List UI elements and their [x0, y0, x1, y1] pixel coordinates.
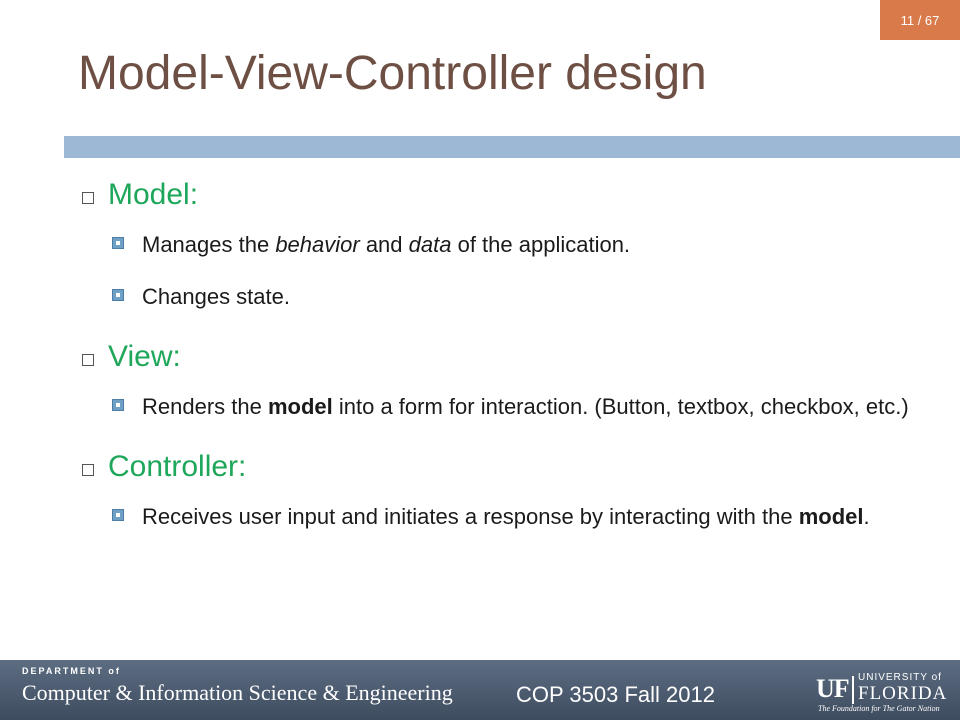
department-name: Computer & Information Science & Engineering	[22, 680, 453, 705]
hollow-square-bullet-icon	[82, 192, 94, 204]
uf-logo-divider	[852, 676, 854, 704]
hollow-square-bullet-icon	[82, 354, 94, 366]
uf-logo-university: UNIVERSITY of	[858, 672, 942, 683]
slide-title: Model-View-Controller design	[78, 47, 707, 100]
section-heading	[70, 442, 930, 500]
section-label: Model:	[108, 178, 199, 211]
uf-logo-mark: UF	[816, 674, 849, 703]
square-bullet-icon	[112, 509, 124, 521]
uf-logo-tagline: The Foundation for The Gator Nation	[818, 704, 940, 713]
bullet-item	[70, 280, 930, 314]
slide-content	[70, 170, 930, 552]
title-underline-bar	[64, 136, 960, 158]
bullet-text: Renders the model into a form for interaction. (Button, textbox, checkbox, etc.)	[142, 394, 909, 419]
bullet-item	[70, 390, 930, 424]
bullet-item	[70, 500, 930, 534]
bullet-text: Receives user input and initiates a response by interacting with the model.	[142, 504, 870, 529]
section-heading	[70, 170, 930, 228]
uf-logo-florida: FLORIDA	[858, 683, 948, 704]
page-number: 11 / 67	[900, 12, 940, 28]
bullet-text: Changes state.	[142, 284, 290, 309]
bullet-item	[70, 228, 930, 262]
section-heading	[70, 332, 930, 390]
emphasis-text: behavior	[275, 232, 360, 257]
department-label: DEPARTMENT of	[22, 666, 121, 676]
bullet-text: Manages the behavior and data of the application.	[142, 232, 631, 257]
hollow-square-bullet-icon	[82, 464, 94, 476]
page-number-badge	[880, 0, 960, 40]
bold-text: model	[267, 394, 333, 419]
emphasis-text: data	[408, 232, 452, 257]
course-label: COP 3503 Fall 2012	[516, 682, 715, 707]
square-bullet-icon	[112, 237, 124, 249]
section-label: Controller:	[108, 450, 247, 483]
square-bullet-icon	[112, 399, 124, 411]
section-label: View:	[108, 340, 181, 373]
square-bullet-icon	[112, 289, 124, 301]
bold-text: model	[798, 504, 864, 529]
